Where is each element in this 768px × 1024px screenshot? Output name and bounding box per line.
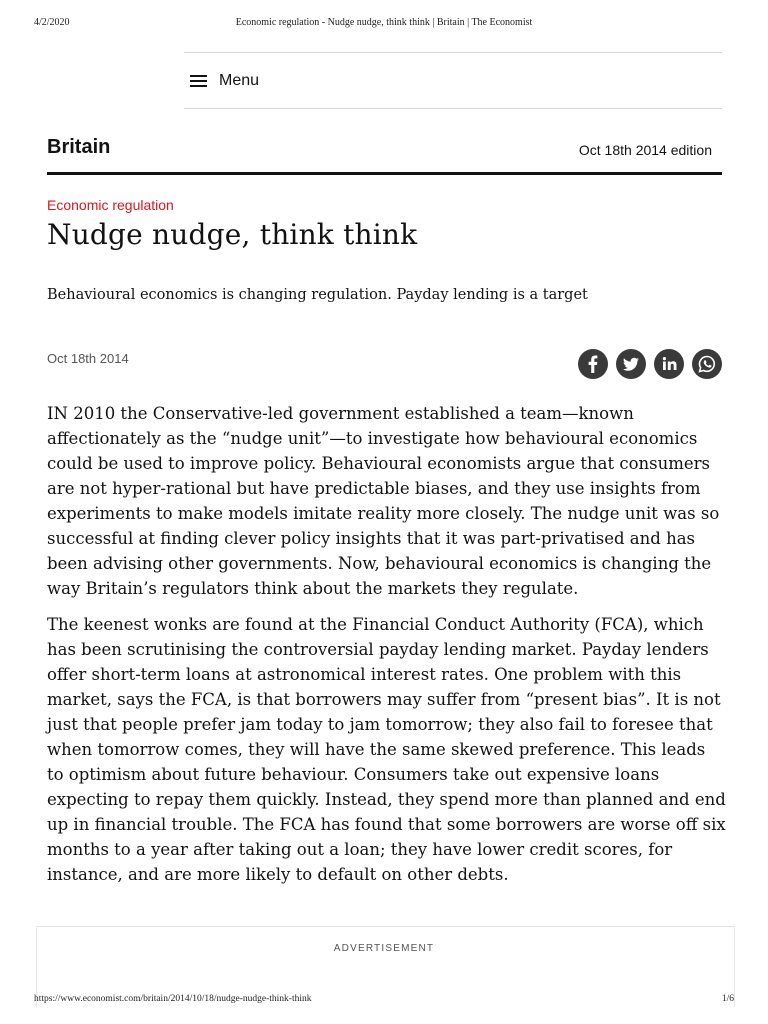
article-date: Oct 18th 2014 (47, 351, 129, 366)
print-date: 4/2/2020 (34, 17, 70, 28)
article-flytitle: Economic regulation (47, 197, 174, 213)
print-url: https://www.economist.com/britain/2014/10/18/nudge-nudge-think-think (34, 994, 312, 1004)
article-paragraph: The keenest wonks are found at the Financial Conduct Authority (FCA), which has been scrutinising the controversial payday lending market. Payday lenders offer short-term loans at astronomical interest rates. One problem with this market, says the FCA, is that borrowers may suffer from “present bias”. It is not just that people prefer jam today to jam tomorrow; they also fail to foresee that when tomorrow comes, they will have the same skewed preference. This leads to optimism about future behaviour. Consumers take out expensive loans expecting to repay them quickly. Instead, they spend more than planned and end up in financial trouble. The FCA has found that some borrowers are worse off six months to a year after taking out a loan; they have lower credit scores, for instance, and are more likely to default on other debts. (47, 615, 726, 884)
article-headline: Nudge nudge, think think (47, 218, 418, 251)
share-twitter-button[interactable] (616, 349, 646, 379)
share-whatsapp-button[interactable] (692, 349, 722, 379)
menu-divider (184, 108, 722, 109)
menu-label: Menu (219, 72, 260, 89)
menu-button[interactable] (190, 68, 259, 94)
twitter-icon (616, 349, 646, 379)
print-page-number: 1/6 (721, 994, 734, 1004)
article-rubric: Behavioural economics is changing regulation. Payday lending is a target (47, 287, 588, 303)
article-body (47, 401, 727, 898)
share-buttons (578, 349, 722, 379)
print-page-title: Economic regulation - Nudge nudge, think think | Britain | The Economist (235, 17, 533, 28)
section-divider (47, 172, 722, 175)
hamburger-icon (190, 75, 207, 88)
linkedin-icon (654, 349, 684, 379)
share-linkedin-button[interactable] (654, 349, 684, 379)
share-facebook-button[interactable] (578, 349, 608, 379)
print-footer (0, 994, 768, 1008)
section-link-britain[interactable]: Britain (47, 136, 111, 158)
facebook-icon (578, 349, 608, 379)
article-paragraph: IN 2010 the Conservative-led government established a team—known affectionately as the “nudge unit”—to investigate how behavioural economics could be used to improve policy. Behavioural economists argue that consumers are not hyper-rational but have predictable biases, and they use insights from experiments to make models imitate reality more closely. The nudge unit was so successful at finding clever policy insights that it was part-privatised and has been advising other governments. Now, behavioural economics is changing the way Britain’s regulators think about the markets they regulate. (47, 404, 720, 598)
print-header (0, 17, 768, 31)
advertisement-label: ADVERTISEMENT (333, 943, 435, 954)
header-divider (184, 52, 722, 53)
edition-link[interactable]: Oct 18th 2014 edition (578, 142, 712, 158)
whatsapp-icon (692, 349, 722, 379)
